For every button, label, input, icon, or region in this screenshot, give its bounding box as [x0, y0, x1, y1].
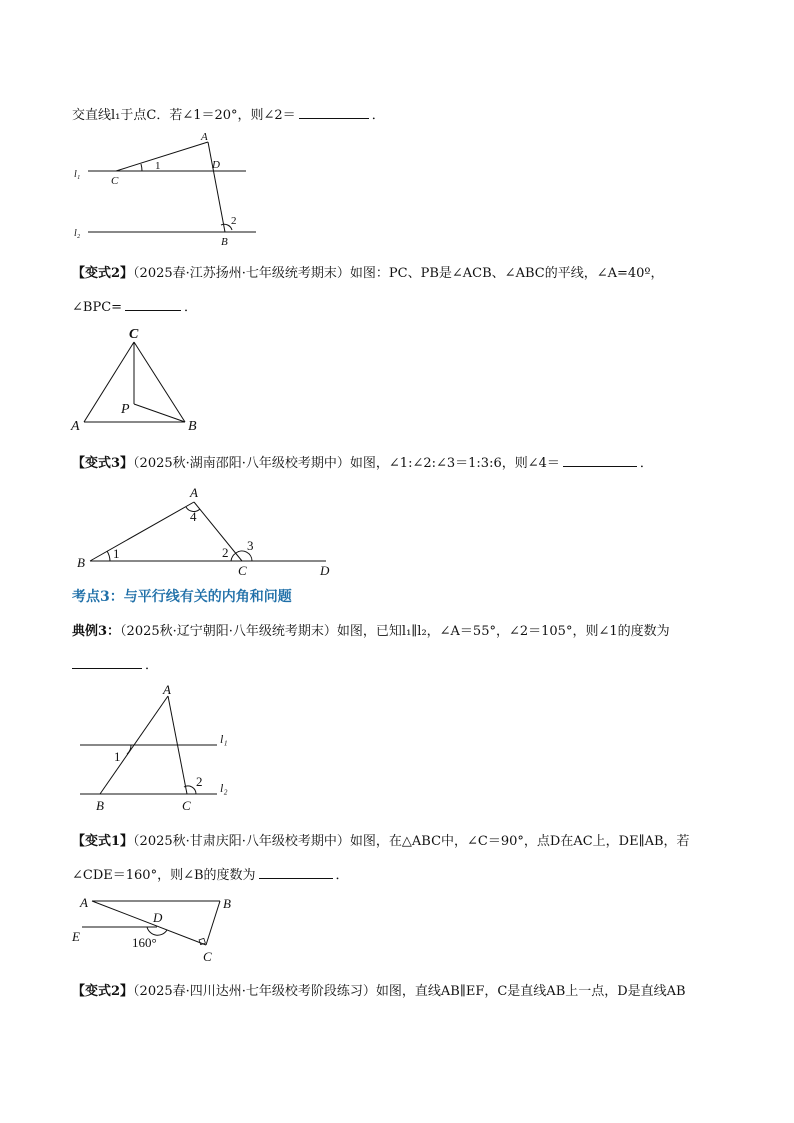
answer-blank	[259, 866, 333, 879]
label-l2: l₂	[220, 781, 228, 795]
variant-2b-text: 【变式2】（2025春·四川达州·七年级校考阶段练习）如图，直线AB∥EF，C是直线AB上一点，D是直线AB	[72, 984, 686, 999]
variant-2a-line-2: ∠BPC= ．	[72, 300, 198, 315]
label-C: C	[203, 949, 212, 964]
label-B: B	[96, 798, 104, 813]
label-angle-160: 160°	[132, 935, 157, 950]
label-angle-2: 2	[196, 774, 203, 789]
label-A: A	[190, 485, 198, 500]
figure-triangle-exterior-angle	[74, 482, 338, 578]
label-B: B	[77, 555, 85, 570]
label-angle-2: 2	[231, 215, 237, 227]
variant-2a-line-1: 【变式2】（2025春·江苏扬州·七年级统考期末）如图：PC、PB是∠ACB、∠ABC的平线，∠A=40º，	[72, 266, 664, 281]
variant-1-line-2: ∠CDE＝160°，则∠B的度数为 ．	[72, 868, 349, 883]
answer-blank	[125, 298, 181, 311]
label-l1: l₁	[74, 169, 81, 180]
label-D: D	[320, 563, 330, 578]
label-C: C	[129, 327, 139, 342]
label-C: C	[111, 175, 119, 187]
label-P: P	[121, 402, 130, 417]
label-angle-4: 4	[190, 509, 197, 524]
label-A: A	[71, 419, 80, 434]
answer-blank	[563, 454, 637, 467]
variant-1-line-1: 【变式1】（2025秋·甘肃庆阳·八年级校考期中）如图，在△ABC中，∠C＝90°，点D在AC上，DE∥AB，若	[72, 834, 690, 849]
example-3-line-1: 典例3：（2025秋·辽宁朝阳·八年级统考期末）如图，已知l₁∥l₂，∠A＝55°，∠2＝105°，则∠1的度数为	[72, 624, 670, 639]
figure-parallel-triangle	[72, 682, 244, 816]
figure-right-triangle-parallel	[70, 890, 250, 966]
variant-3-text: 【变式3】（2025秋·湖南邵阳·八年级校考期中）如图，∠1:∠2:∠3＝1:3:6，则∠4＝ ．	[72, 456, 653, 471]
label-l2: l₂	[74, 228, 81, 239]
label-angle-2: 2	[222, 545, 229, 560]
answer-blank	[299, 106, 369, 119]
label-C: C	[238, 563, 247, 578]
label-B: B	[188, 419, 197, 434]
section-heading: 考点3：与平行线有关的内角和问题	[72, 589, 292, 605]
label-A: A	[201, 131, 208, 143]
example-3-line-2: ．	[72, 654, 158, 673]
figure-triangle-bisectors	[68, 322, 208, 434]
figure-parallel-lines-1	[70, 128, 270, 250]
label-angle-1: 1	[114, 749, 121, 764]
label-angle-3: 3	[247, 538, 254, 553]
label-A: A	[80, 895, 88, 910]
label-angle-1: 1	[155, 160, 161, 172]
label-angle-1: 1	[113, 546, 120, 561]
label-E: E	[72, 929, 80, 944]
label-D: D	[212, 159, 220, 171]
problem-1-text: 交直线l₁于点C．若∠1＝20°，则∠2＝ ．	[72, 108, 385, 123]
label-B: B	[221, 236, 228, 248]
answer-blank	[72, 656, 142, 669]
label-l1: l₁	[220, 732, 228, 746]
label-D: D	[153, 910, 163, 925]
label-A: A	[163, 682, 171, 697]
label-C: C	[182, 798, 191, 813]
label-B: B	[223, 896, 231, 911]
